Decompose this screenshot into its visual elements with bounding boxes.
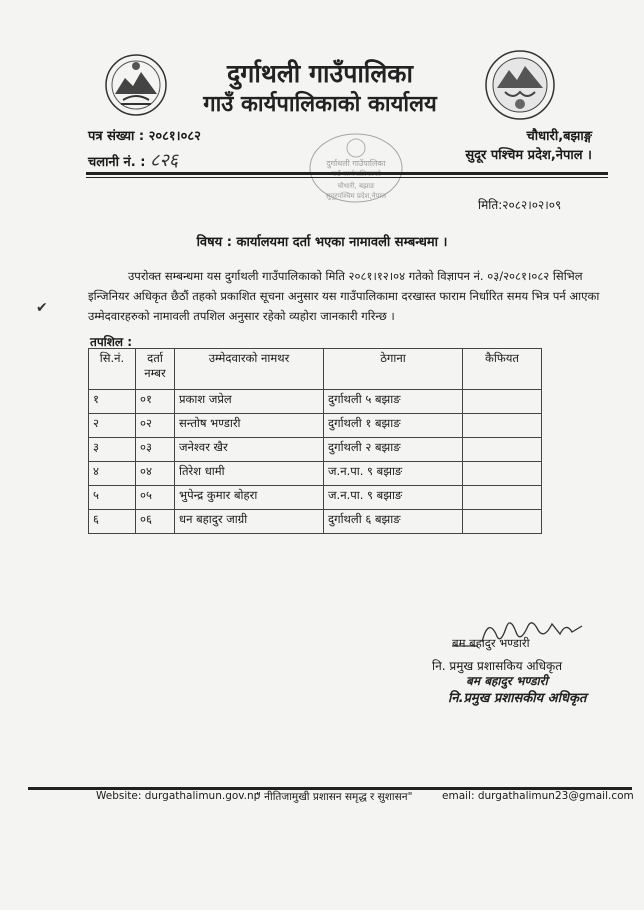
- cell-remarks: [463, 510, 542, 534]
- cell-remarks: [463, 486, 542, 510]
- cell-address: दुर्गाथली १ बझाङ: [324, 414, 463, 438]
- signatory-stamp-name: बम बहादुर भण्डारी: [466, 674, 548, 688]
- stamp-text-4: सुदूरपश्चिम प्रदेश,नेपाल: [325, 192, 387, 200]
- cell-name: जनेश्वर खैर: [175, 438, 324, 462]
- header-address: ठेगाना: [324, 349, 463, 390]
- footer-motto: " नीतिजामुखी प्रशासन समृद्ध र सुशासन": [256, 791, 413, 803]
- cell-reg-no: ०३: [136, 438, 175, 462]
- tick-mark-icon: ✔: [36, 300, 48, 316]
- cell-serial: ६: [89, 510, 136, 534]
- cell-address: ज.न.पा. ९ बझाङ: [324, 486, 463, 510]
- table-row: [89, 462, 542, 486]
- table-row: [89, 414, 542, 438]
- cell-address: दुर्गाथली २ बझाङ: [324, 438, 463, 462]
- header-rule: [86, 172, 608, 175]
- issue-date: मिति:२०८२।०२।०९: [478, 198, 562, 212]
- cell-reg-no: ०६: [136, 510, 175, 534]
- body-text: उपरोक्त सम्बन्धमा यस दुर्गाथली गाउँपालिकाको मिति २०८१।१२।०४ गतेको विज्ञापन नं. ०३/२०८१।०८२ सिभिल इन्जिनियर अधिकृत छैठौं तहको प्रकाशित सूचना अनुसार यस गाउँपालिकामा दरखास्त फाराम निर्धारित समय भित्र पर्न आएका उम्मेदवारहरुको नामावली तपशिल अनुसार रहेको व्यहोरा जानकारी गरिन्छ ।: [88, 269, 600, 323]
- cell-name: सन्तोष भण्डारी: [175, 414, 324, 438]
- signatory-name: बम बहादुर भण्डारी: [452, 636, 530, 650]
- header-reg-no: दर्ता नम्बर: [136, 349, 175, 390]
- subject-line: विषय : कार्यालयमा दर्ता भएका नामावली सम्बन्धमा ।: [196, 235, 448, 250]
- stamp-text-3: चौधारी, बझाङ: [337, 182, 375, 190]
- signatory-stamp-title: नि.प्रमुख प्रशासकीय अधिकृत: [448, 691, 587, 706]
- cell-name: तिरेश धामी: [175, 462, 324, 486]
- dispatch-number-value: ८२६: [149, 150, 179, 171]
- cell-name: प्रकाश जप्रेल: [175, 390, 324, 414]
- table-row: [89, 486, 542, 510]
- candidate-table: [88, 348, 542, 534]
- table-header-row: [89, 349, 542, 390]
- footer-email: email: durgathalimun23@gmail.com: [442, 790, 634, 802]
- header-remarks: कैफियत: [463, 349, 542, 390]
- cell-name: भुपेन्द्र कुमार बोहरा: [175, 486, 324, 510]
- cell-remarks: [463, 414, 542, 438]
- cell-remarks: [463, 462, 542, 486]
- dispatch-number: [88, 148, 178, 172]
- header-name: उम्मेदवारको नामथर: [175, 349, 324, 390]
- footer-website: Website: durgathalimun.gov.np: [96, 790, 261, 802]
- cell-serial: ४: [89, 462, 136, 486]
- nepal-emblem-icon: [103, 52, 169, 118]
- cell-serial: ३: [89, 438, 136, 462]
- cell-serial: ५: [89, 486, 136, 510]
- letter-number: पत्र संख्या : २०८१।०८२: [88, 129, 201, 144]
- cell-reg-no: ०२: [136, 414, 175, 438]
- cell-address: दुर्गाथली ६ बझाङ: [324, 510, 463, 534]
- table-row: [89, 510, 542, 534]
- table-row: [89, 390, 542, 414]
- cell-reg-no: ०५: [136, 486, 175, 510]
- address-line-2: सुदूर पश्चिम प्रदेश,नेपाल ।: [465, 148, 592, 163]
- cell-name: धन बहादुर जाग्री: [175, 510, 324, 534]
- body-paragraph: [88, 266, 618, 326]
- dispatch-number-label: चलानी नं. :: [88, 155, 146, 170]
- stamp-text-1: दुर्गाथली गाउँपालिका: [326, 159, 386, 168]
- cell-address: दुर्गाथली ५ बझाङ: [324, 390, 463, 414]
- cell-reg-no: ०१: [136, 390, 175, 414]
- signatory-title: नि. प्रमुख प्रशासकिय अधिकृत: [432, 659, 563, 673]
- cell-serial: २: [89, 414, 136, 438]
- cell-serial: १: [89, 390, 136, 414]
- cell-address: ज.न.पा. ९ बझाङ: [324, 462, 463, 486]
- header-rule-thin: [86, 177, 608, 178]
- details-label: तपशिल :: [90, 335, 133, 349]
- address-line-1: चौधारी,बझाङ्ग: [526, 129, 592, 144]
- header-serial: सि.नं.: [89, 349, 136, 390]
- municipality-logo-icon: [483, 48, 557, 122]
- cell-reg-no: ०४: [136, 462, 175, 486]
- cell-remarks: [463, 438, 542, 462]
- cell-remarks: [463, 390, 542, 414]
- office-subtitle: गाउँ कार्यपालिकाको कार्यालय: [203, 92, 437, 117]
- office-name: दुर्गाथली गाउँपालिका: [227, 59, 413, 88]
- table-row: [89, 438, 542, 462]
- office-stamp: [306, 128, 406, 208]
